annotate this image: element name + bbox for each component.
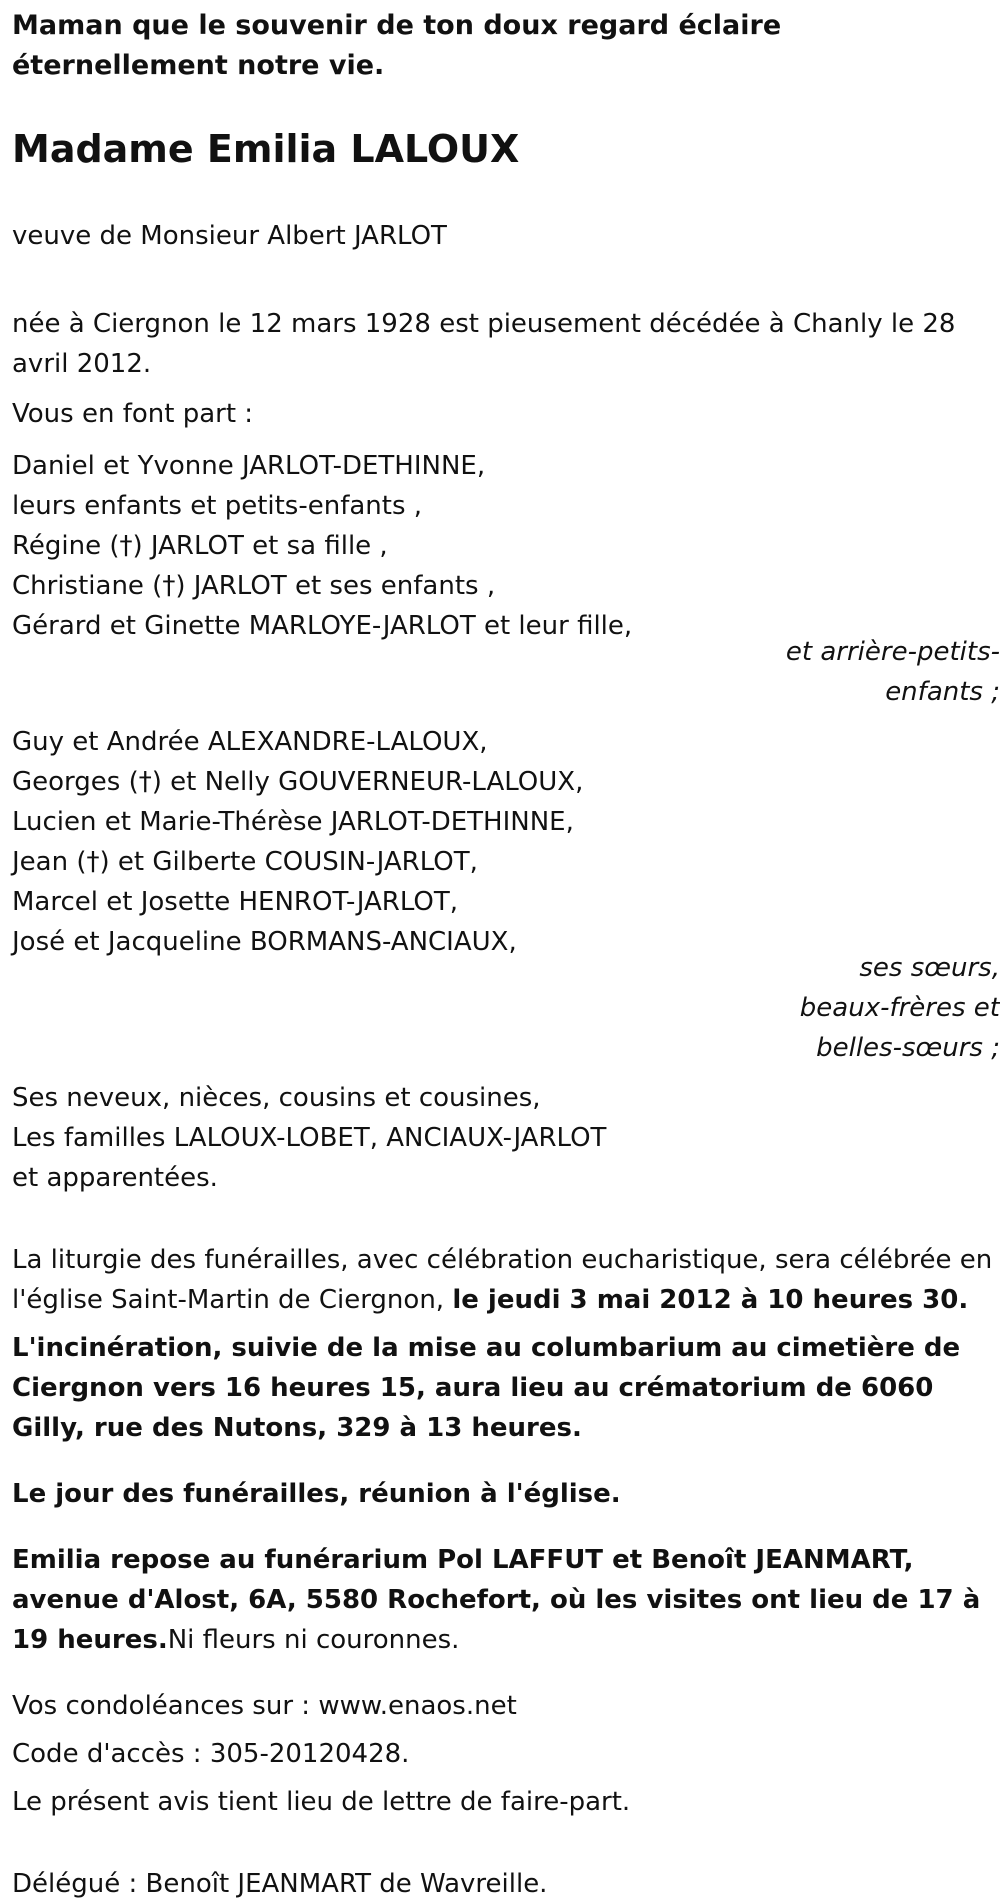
list-item: Daniel et Yvonne JARLOT-DETHINNE, xyxy=(12,451,486,481)
notice: Le présent avis tient lieu de lettre de faire-part. xyxy=(12,1787,631,1817)
gathering: Le jour des funérailles, réunion à l'église. xyxy=(12,1479,621,1509)
children-list xyxy=(12,446,988,646)
widow-of: veuve de Monsieur Albert JARLOT xyxy=(12,221,447,251)
list-item: Christiane (†) JARLOT et ses enfants , xyxy=(12,571,496,601)
list-item: José et Jacqueline BORMANS-ANCIAUX, xyxy=(12,927,517,957)
deceased-name: Madame Emilia LALOUX xyxy=(12,127,520,171)
list-item: leurs enfants et petits-enfants , xyxy=(12,491,423,521)
delegate: Délégué : Benoît JEANMART de Wavreille. xyxy=(12,1869,548,1899)
list-item: Les familles LALOUX-LOBET, ANCIAUX-JARLOT xyxy=(12,1123,607,1153)
children-role-text: et arrière-petits-enfants ; xyxy=(785,637,1000,707)
epigraph: Maman que le souvenir de ton doux regard éclaire éternellement notre vie. xyxy=(12,10,782,81)
list-item: Ses neveux, nièces, cousins et cousines, xyxy=(12,1083,541,1113)
repose xyxy=(12,1540,1000,1660)
obituary-page xyxy=(0,6,1000,1899)
list-item: Marcel et Josette HENROT-JARLOT, xyxy=(12,887,458,917)
liturgy-time: le jeudi 3 mai 2012 à 10 heures 30. xyxy=(452,1285,969,1315)
announce: Vous en font part : xyxy=(12,399,254,429)
liturgy-text: La liturgie des funérailles, avec célébration eucharistique, sera célébrée en l'église Saint-Martin de Ciergnon, xyxy=(12,1245,993,1315)
list-item: Gérard et Ginette MARLOYE-JARLOT et leur fille, xyxy=(12,611,633,641)
siblings-role-text: ses sœurs, beaux-frères et belles-sœurs ; xyxy=(799,953,1000,1063)
access-code: Code d'accès : 305-20120428. xyxy=(12,1739,410,1769)
list-item: Régine (†) JARLOT et sa fille , xyxy=(12,531,388,561)
liturgy xyxy=(12,1240,1000,1320)
list-item: Georges (†) et Nelly GOUVERNEUR-LALOUX, xyxy=(12,767,584,797)
condolences: Vos condoléances sur : www.enaos.net xyxy=(12,1691,517,1721)
children-role xyxy=(12,632,1000,712)
repose-bold: Emilia repose au funérarium Pol LAFFUT et Benoît JEANMART, avenue d'Alost, 6A, 5580 Rochefort, où les visites ont lieu de 17 à 19 heures. xyxy=(12,1545,981,1655)
family-list xyxy=(12,1078,988,1198)
list-item: et apparentées. xyxy=(12,1163,218,1193)
list-item: Guy et Andrée ALEXANDRE-LALOUX, xyxy=(12,727,488,757)
list-item: Lucien et Marie-Thérèse JARLOT-DETHINNE, xyxy=(12,807,574,837)
repose-tail: Ni fleurs ni couronnes. xyxy=(167,1625,460,1655)
birth-death: née à Ciergnon le 12 mars 1928 est pieusement décédée à Chanly le 28 avril 2012. xyxy=(12,309,956,379)
siblings-list xyxy=(12,722,988,962)
incineration: L'incinération, suivie de la mise au columbarium au cimetière de Ciergnon vers 16 heures 15, aura lieu au crématorium de 6060 Gilly, rue des Nutons, 329 à 13 heures. xyxy=(12,1333,961,1443)
list-item: Jean (†) et Gilberte COUSIN-JARLOT, xyxy=(12,847,478,877)
siblings-role xyxy=(12,948,1000,1068)
